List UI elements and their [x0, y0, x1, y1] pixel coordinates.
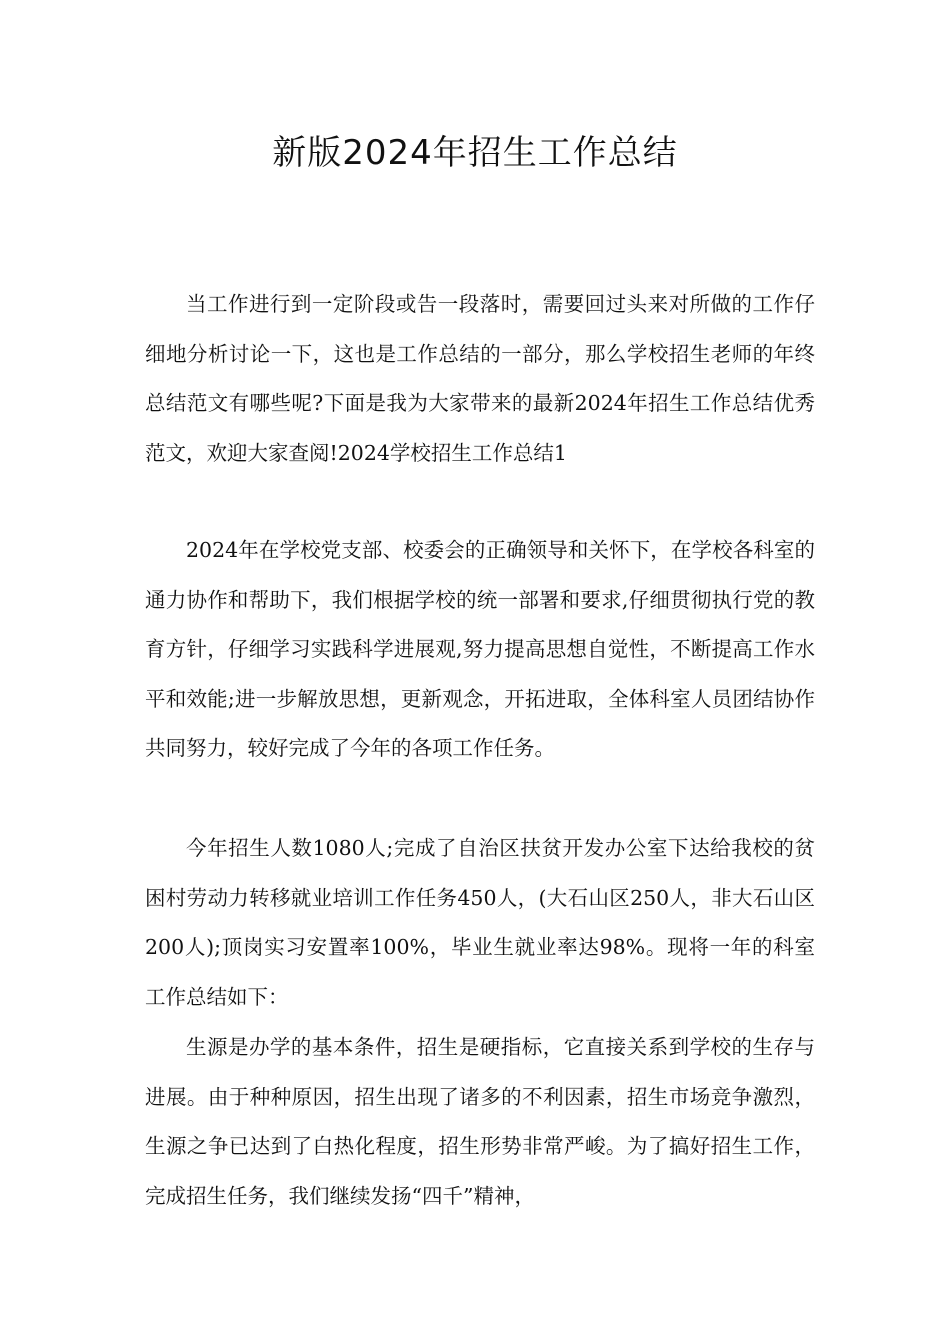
- paragraph-summary: 2024年在学校党支部、校委会的正确领导和关怀下，在学校各科室的通力协作和帮助下，我们根据学校的统一部署和要求,仔细贯彻执行党的教育方针，仔细学习实践科学进展观,努力提高思想自觉性，不断提高工作水平和效能;进一步解放思想，更新观念，开拓进取，全体科室人员团结协作共同努力，较好完成了今年的各项工作任务。: [145, 538, 815, 760]
- paragraph-enrollment: 生源是办学的基本条件，招生是硬指标，它直接关系到学校的生存与进展。由于种种原因，招生出现了诸多的不利因素，招生市场竞争激烈，生源之争已达到了白热化程度，招生形势非常严峻。为了搞好招生工作，完成招生任务，我们继续发扬“四千”精神，: [145, 1035, 815, 1208]
- paragraph-statistics: 今年招生人数1080人;完成了自治区扶贫开发办公室下达给我校的贫困村劳动力转移就业培训工作任务450人，(大石山区250人，非大石山区200人);顶岗实习安置率100%，毕业生就业率达98%。现将一年的科室工作总结如下：: [145, 836, 815, 1009]
- document-title: 新版2024年招生工作总结: [272, 133, 678, 173]
- paragraph-intro: 当工作进行到一定阶段或告一段落时，需要回过头来对所做的工作仔细地分析讨论一下，这也是工作总结的一部分，那么学校招生老师的年终总结范文有哪些呢?下面是我为大家带来的最新2024年招生工作总结优秀范文，欢迎大家查阅!2024学校招生工作总结1: [145, 292, 815, 465]
